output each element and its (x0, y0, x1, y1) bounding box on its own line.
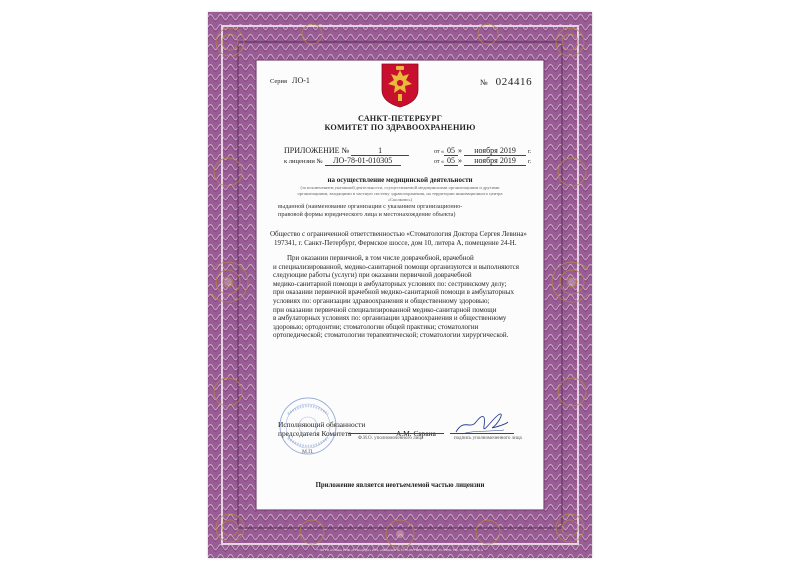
number-sign: № (480, 78, 488, 87)
activity-note-3: «Сколково») (387, 197, 413, 202)
appendix-date: от « 05 » ноября 2019 г. (434, 146, 532, 155)
services-line: при оказании первичной врачебной медико-санитарной помощи в амбулаторных (273, 288, 514, 297)
issued-caption-1: выданной (наименование организации с указанием организационно- (278, 203, 463, 210)
license-year-suffix: г. (528, 159, 532, 165)
organization-name: Общество с ограниченной ответственностью «Стоматология Доктора Сергея Левина» (270, 230, 527, 238)
signer-position-2: председателя Комитета (278, 429, 352, 438)
series-label: Серия (270, 78, 288, 85)
appendix-footer-note: Приложение является неотъемлемой частью лицензии (315, 482, 485, 489)
license-from-label: от « (434, 159, 445, 165)
license-line (284, 156, 401, 166)
signer-name-rule (348, 433, 444, 434)
license-number: ЛО-78-01-010305 (325, 156, 401, 166)
services-line: При оказании первичной, в том числе доврачебной, врачебной (287, 254, 474, 262)
services-line: здоровью; ортодонтии; стоматологии общей практики; стоматологии (273, 322, 479, 331)
organization-address: 197341, г. Санкт-Петербург, Фермское шоссе, дом 10, литера А, помещение 24-Н. (274, 239, 517, 247)
appendix-line (284, 146, 409, 156)
services-line: следующие работы (услуги) при оказании первичной доврачебной (273, 271, 472, 280)
services-line: при оказании первичной специализированной медико-санитарной помощи (273, 305, 497, 314)
city-title: САНКТ-ПЕТЕРБУРГ (357, 114, 442, 123)
license-appendix-sheet (208, 12, 592, 558)
appendix-month: ноября 2019 (464, 146, 526, 156)
signer-position-1: Исполняющий обязанности (278, 420, 366, 429)
stamp-mark: М.П. (302, 449, 314, 455)
services-line: и специализированной, медико-санитарной помощи организуются и выполняются (273, 262, 519, 271)
services-line: ортопедической; стоматологии терапевтической; стоматологии хирургической. (273, 331, 509, 340)
appendix-day: 05 (444, 146, 458, 156)
license-month: ноября 2019 (464, 156, 526, 166)
services-text (273, 254, 545, 340)
handwritten-signature (454, 410, 510, 438)
signer-name: А.М. Сарана (396, 429, 436, 438)
signer-caption: Ф.И.О. уполномоченного лица (358, 436, 424, 441)
appendix-label: ПРИЛОЖЕНИЕ № (284, 146, 350, 155)
services-line: условиях по: организации здравоохранения и общественному здоровью; (273, 296, 490, 305)
form-number: 024416 (495, 76, 533, 88)
committee-title: КОМИТЕТ ПО ЗДРАВООХРАНЕНИЮ (324, 123, 476, 132)
activity-note-1: (за исключением указанной деятельности, осуществляемой медицинскими организациями и другими (300, 185, 500, 190)
signature-caption: подпись уполномоченного лица (454, 436, 522, 441)
appendix-year-suffix: г. (528, 149, 532, 155)
activity-note-2: организациями, входящими в частную систему здравоохранения, на территории инновационного центра (297, 191, 503, 196)
activity-title: на осуществление медицинской деятельности (327, 176, 473, 184)
appendix-number: 1 (351, 146, 409, 156)
services-line: медико-санитарной помощи в амбулаторных условиях по: сестринскому делу; (273, 279, 507, 288)
license-day: 05 (444, 156, 458, 166)
series-value: ЛО-1 (292, 76, 310, 85)
issued-caption-2: правовой формы юридического лица и местонахождение объекта) (278, 211, 456, 218)
license-date: от « 05 » ноября 2019 г. (434, 156, 532, 165)
services-line: в амбулаторных условиях по: организации здравоохранения и общественному (273, 314, 507, 323)
license-label: к лицензии № (284, 158, 323, 165)
appendix-from-label: от « (434, 149, 445, 155)
printer-imprint: © ФГУП «Гознак» ППФ «Р-Петербург» 2019, «Лицензия» № 01-05-00/5 ФНС РОССИИ, ТЗ. 95850. Тир. 100000. Зак. № А (317, 548, 483, 552)
coat-of-arms-emblem (379, 62, 421, 108)
